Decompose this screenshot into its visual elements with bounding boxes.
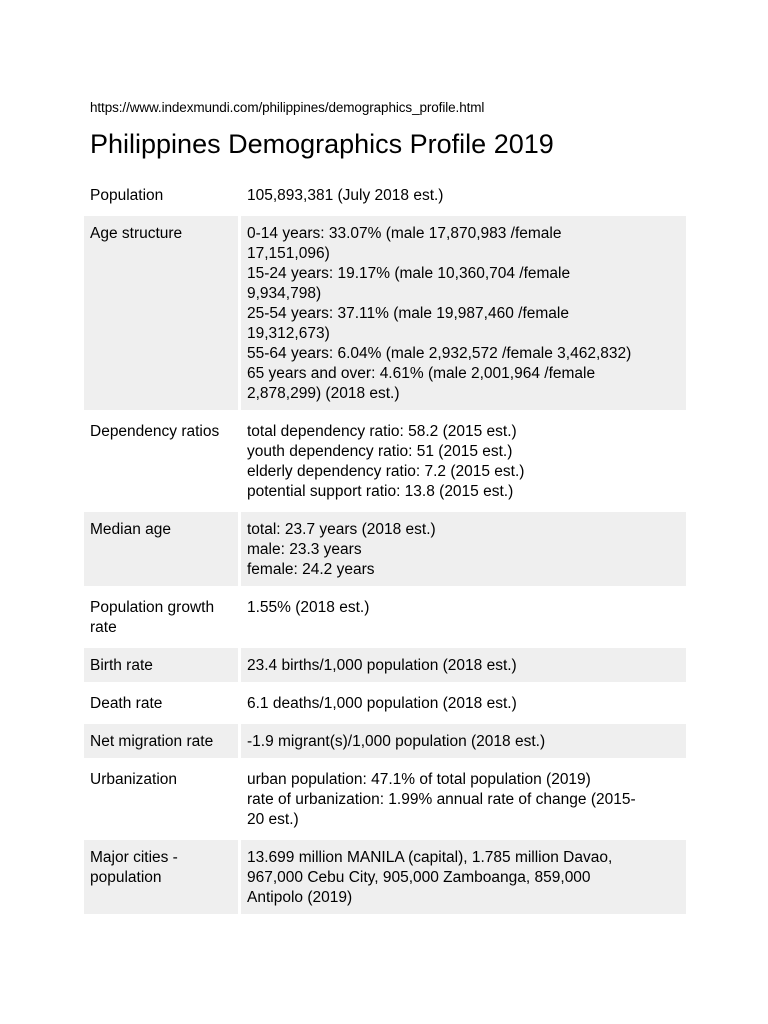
- row-label: Age structure: [84, 216, 238, 410]
- value-line: female: 24.2 years: [247, 561, 375, 578]
- value-line: 967,000 Cebu City, 905,000 Zamboanga, 859,000: [247, 869, 591, 886]
- value-line: 9,934,798): [247, 285, 322, 302]
- table-row: [84, 178, 686, 212]
- row-value: [238, 762, 686, 836]
- value-line: 20 est.): [247, 811, 299, 828]
- demographics-table-body: [84, 178, 686, 914]
- value-line: youth dependency ratio: 51 (2015 est.): [247, 443, 513, 460]
- value-line: 15-24 years: 19.17% (male 10,360,704 /female: [247, 265, 571, 282]
- row-label: Death rate: [90, 695, 163, 712]
- row-value: [238, 686, 686, 720]
- table-row: [84, 648, 686, 682]
- table-row: [84, 512, 686, 586]
- row-label: Net migration rate: [84, 724, 238, 758]
- table-row: [84, 724, 686, 758]
- row-label: Median age: [84, 512, 238, 586]
- value-line: 2,878,299) (2018 est.): [247, 385, 400, 402]
- value-line: rate of urbanization: 1.99% annual rate of change (2015-: [247, 791, 636, 808]
- row-value: [238, 724, 686, 758]
- row-label: Population: [90, 187, 164, 204]
- value-line: 6.1 deaths/1,000 population (2018 est.): [247, 695, 517, 712]
- table-row: [84, 762, 686, 836]
- row-value: [238, 840, 686, 914]
- value-line: 25-54 years: 37.11% (male 19,987,460 /female: [247, 305, 569, 322]
- value-line: 105,893,381 (July 2018 est.): [247, 187, 444, 204]
- row-label: Birth rate: [84, 648, 238, 682]
- value-line: 55-64 years: 6.04% (male 2,932,572 /female 3,462,832): [247, 345, 632, 362]
- row-value: [238, 648, 686, 682]
- table-row: [84, 686, 686, 720]
- value-line: potential support ratio: 13.8 (2015 est.): [247, 483, 514, 500]
- value-line: 0-14 years: 33.07% (male 17,870,983 /female: [247, 225, 562, 242]
- value-line: 17,151,096): [247, 245, 330, 262]
- value-line: -1.9 migrant(s)/1,000 population (2018 est.): [247, 733, 546, 750]
- value-line: 23.4 births/1,000 population (2018 est.): [247, 657, 517, 674]
- row-value: [238, 216, 686, 410]
- table-row: [84, 414, 686, 508]
- row-value: [238, 414, 686, 508]
- table-row: [84, 590, 686, 644]
- value-line: Antipolo (2019): [247, 889, 353, 906]
- demographics-table: [84, 174, 686, 918]
- page-title: Philippines Demographics Profile 2019: [90, 129, 554, 159]
- row-label: Urbanization: [90, 771, 178, 788]
- value-line: 1.55% (2018 est.): [247, 599, 370, 616]
- value-line: total dependency ratio: 58.2 (2015 est.): [247, 423, 517, 440]
- value-line: 19,312,673): [247, 325, 330, 342]
- row-value: [238, 512, 686, 586]
- table-row: [84, 840, 686, 914]
- row-value: [238, 590, 686, 644]
- row-label: Major cities - population: [84, 840, 238, 914]
- value-line: 13.699 million MANILA (capital), 1.785 million Davao,: [247, 849, 613, 866]
- value-line: urban population: 47.1% of total population (2019): [247, 771, 591, 788]
- value-line: total: 23.7 years (2018 est.): [247, 521, 436, 538]
- value-line: 65 years and over: 4.61% (male 2,001,964 /female: [247, 365, 596, 382]
- source-url: https://www.indexmundi.com/philippines/demographics_profile.html: [90, 100, 485, 115]
- table-row: [84, 216, 686, 410]
- row-value: [238, 178, 686, 212]
- value-line: male: 23.3 years: [247, 541, 362, 558]
- value-line: elderly dependency ratio: 7.2 (2015 est.): [247, 463, 525, 480]
- row-label: Population growth rate: [90, 599, 215, 636]
- row-label: Dependency ratios: [90, 423, 220, 440]
